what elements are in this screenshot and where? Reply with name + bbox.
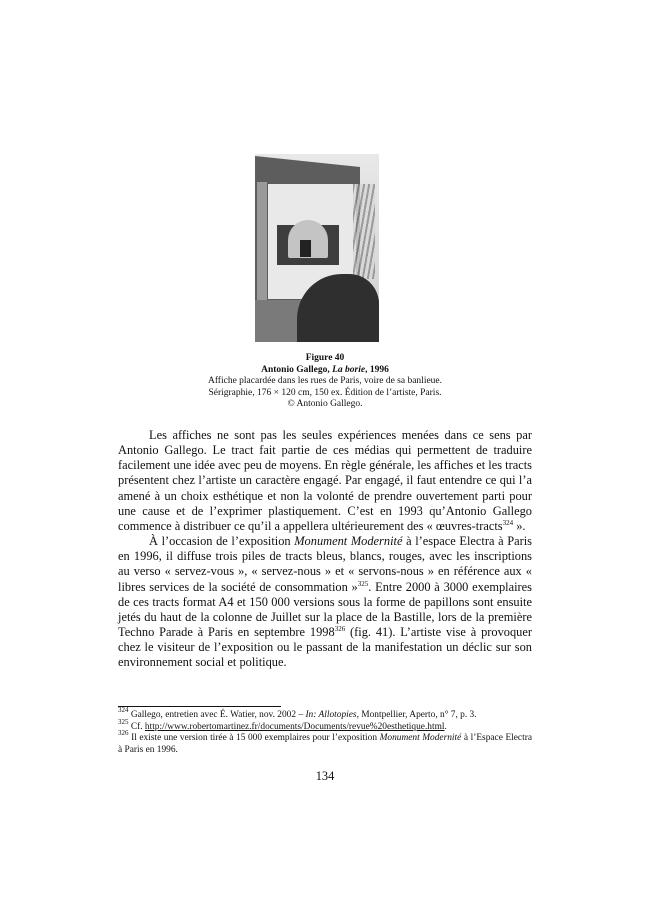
footnote-text-end: , Montpellier, Aperto, n° 7, p. 3. xyxy=(356,710,477,720)
footnote-italic: Monument Modernité xyxy=(379,733,462,744)
footnote-text: Gallego, entretien avec É. Watier, nov. 2002 – xyxy=(128,710,306,720)
figure-title-line xyxy=(150,365,500,377)
paragraph-2 xyxy=(118,534,532,670)
caption-line-2: Sérigraphie, 176 × 120 cm, 150 ex. Édition de l’artiste, Paris. xyxy=(208,387,442,398)
caption-line-3: © Antonio Gallego. xyxy=(287,399,363,409)
footnote-italic: In: Allotopies xyxy=(305,710,357,720)
figure-year: , 1996 xyxy=(365,364,389,375)
footnote-text: Cf. xyxy=(128,721,145,732)
paragraph-1-end: ». xyxy=(513,518,526,533)
footnotes xyxy=(118,706,532,756)
body-text xyxy=(118,428,532,671)
paragraph-2-text: À l’occasion de l’exposition xyxy=(149,534,295,549)
climbing-plant xyxy=(353,184,375,279)
footnote-ref-324[interactable]: 324 xyxy=(502,518,514,527)
footnote-text: Il existe une version tirée à 15 000 exemplaires pour l’exposition xyxy=(128,733,380,744)
figure-caption xyxy=(150,353,500,411)
footnote-324 xyxy=(118,706,532,722)
paragraph-1 xyxy=(118,428,532,534)
footnote-325 xyxy=(118,717,532,734)
figure-artist: Antonio Gallego, xyxy=(261,364,333,375)
hut-door xyxy=(300,240,311,257)
figure-image xyxy=(255,154,379,342)
footnote-ref-325[interactable]: 325 xyxy=(357,579,369,588)
page-number: 134 xyxy=(315,769,335,783)
figure-title: La borie xyxy=(332,364,366,375)
footnote-number: 326 xyxy=(118,729,129,738)
paragraph-2-text-b: à l’espace Electra à Paris en 1996, il diffuse trois piles de tracts bleus, blancs, rouges, avec les inscriptions au verso « servez-vous », « servez-nous » et « servons-nous » en référence aux « libres services de la société de consommation » xyxy=(118,534,532,594)
paragraph-1-text: Les affiches ne sont pas les seules expériences menées dans ce sens par Antonio Gallego. Le tract fait partie de ces médias qui permettent de traduire facilement une idée avec peu de moyens. En règle générale, les affiches et les tracts présentent chez l’artiste un caractère engagé. Par engagé, il faut entendre ce qui l’a amené à un choix esthétique et non la volonté de prendre ouvertement parti pour une cause et de l’exprimer plastiquement. C’est en 1993 qu’Antonio Gallego commence à distribuer ce qu’il a appellera ultérieurement des « œuvres-tracts xyxy=(118,428,532,533)
footnote-number: 325 xyxy=(118,717,129,726)
footnote-number: 324 xyxy=(118,706,129,714)
exhibition-title: Monument Modernité xyxy=(294,534,403,549)
footnote-ref-326[interactable]: 326 xyxy=(334,625,346,634)
paragraph-2-text-d: (fig. 41). L’artiste vise à provoquer chez le visiteur de l’exposition ou le passant de la manifestation un déclic sur son environnement social et politique. xyxy=(118,625,533,670)
footnote-text-end: . xyxy=(444,721,447,732)
paragraph-2-text-c: . Entre 2000 à 3000 exemplaires de ces tracts format A4 et 150 000 versions sous la forme de papillons sont ensuite jetés du haut de la colonne de Juillet sur la place de la Bastille, lors de la première Techno Parade à Paris en septembre 1998 xyxy=(118,579,532,640)
footnote-text-end: à l’Espace Electra à Paris en 1996. xyxy=(118,733,532,755)
footnote-divider xyxy=(118,706,281,707)
footnote-link[interactable]: http://www.robertomartinez.fr/documents/Documents/revue%20esthetique.html xyxy=(144,721,445,732)
footnote-326 xyxy=(118,729,532,756)
pillar xyxy=(257,182,267,300)
figure-label: Figure 40 xyxy=(305,353,345,363)
caption-line-1: Affiche placardée dans les rues de Paris, voire de sa banlieue. xyxy=(207,376,443,386)
